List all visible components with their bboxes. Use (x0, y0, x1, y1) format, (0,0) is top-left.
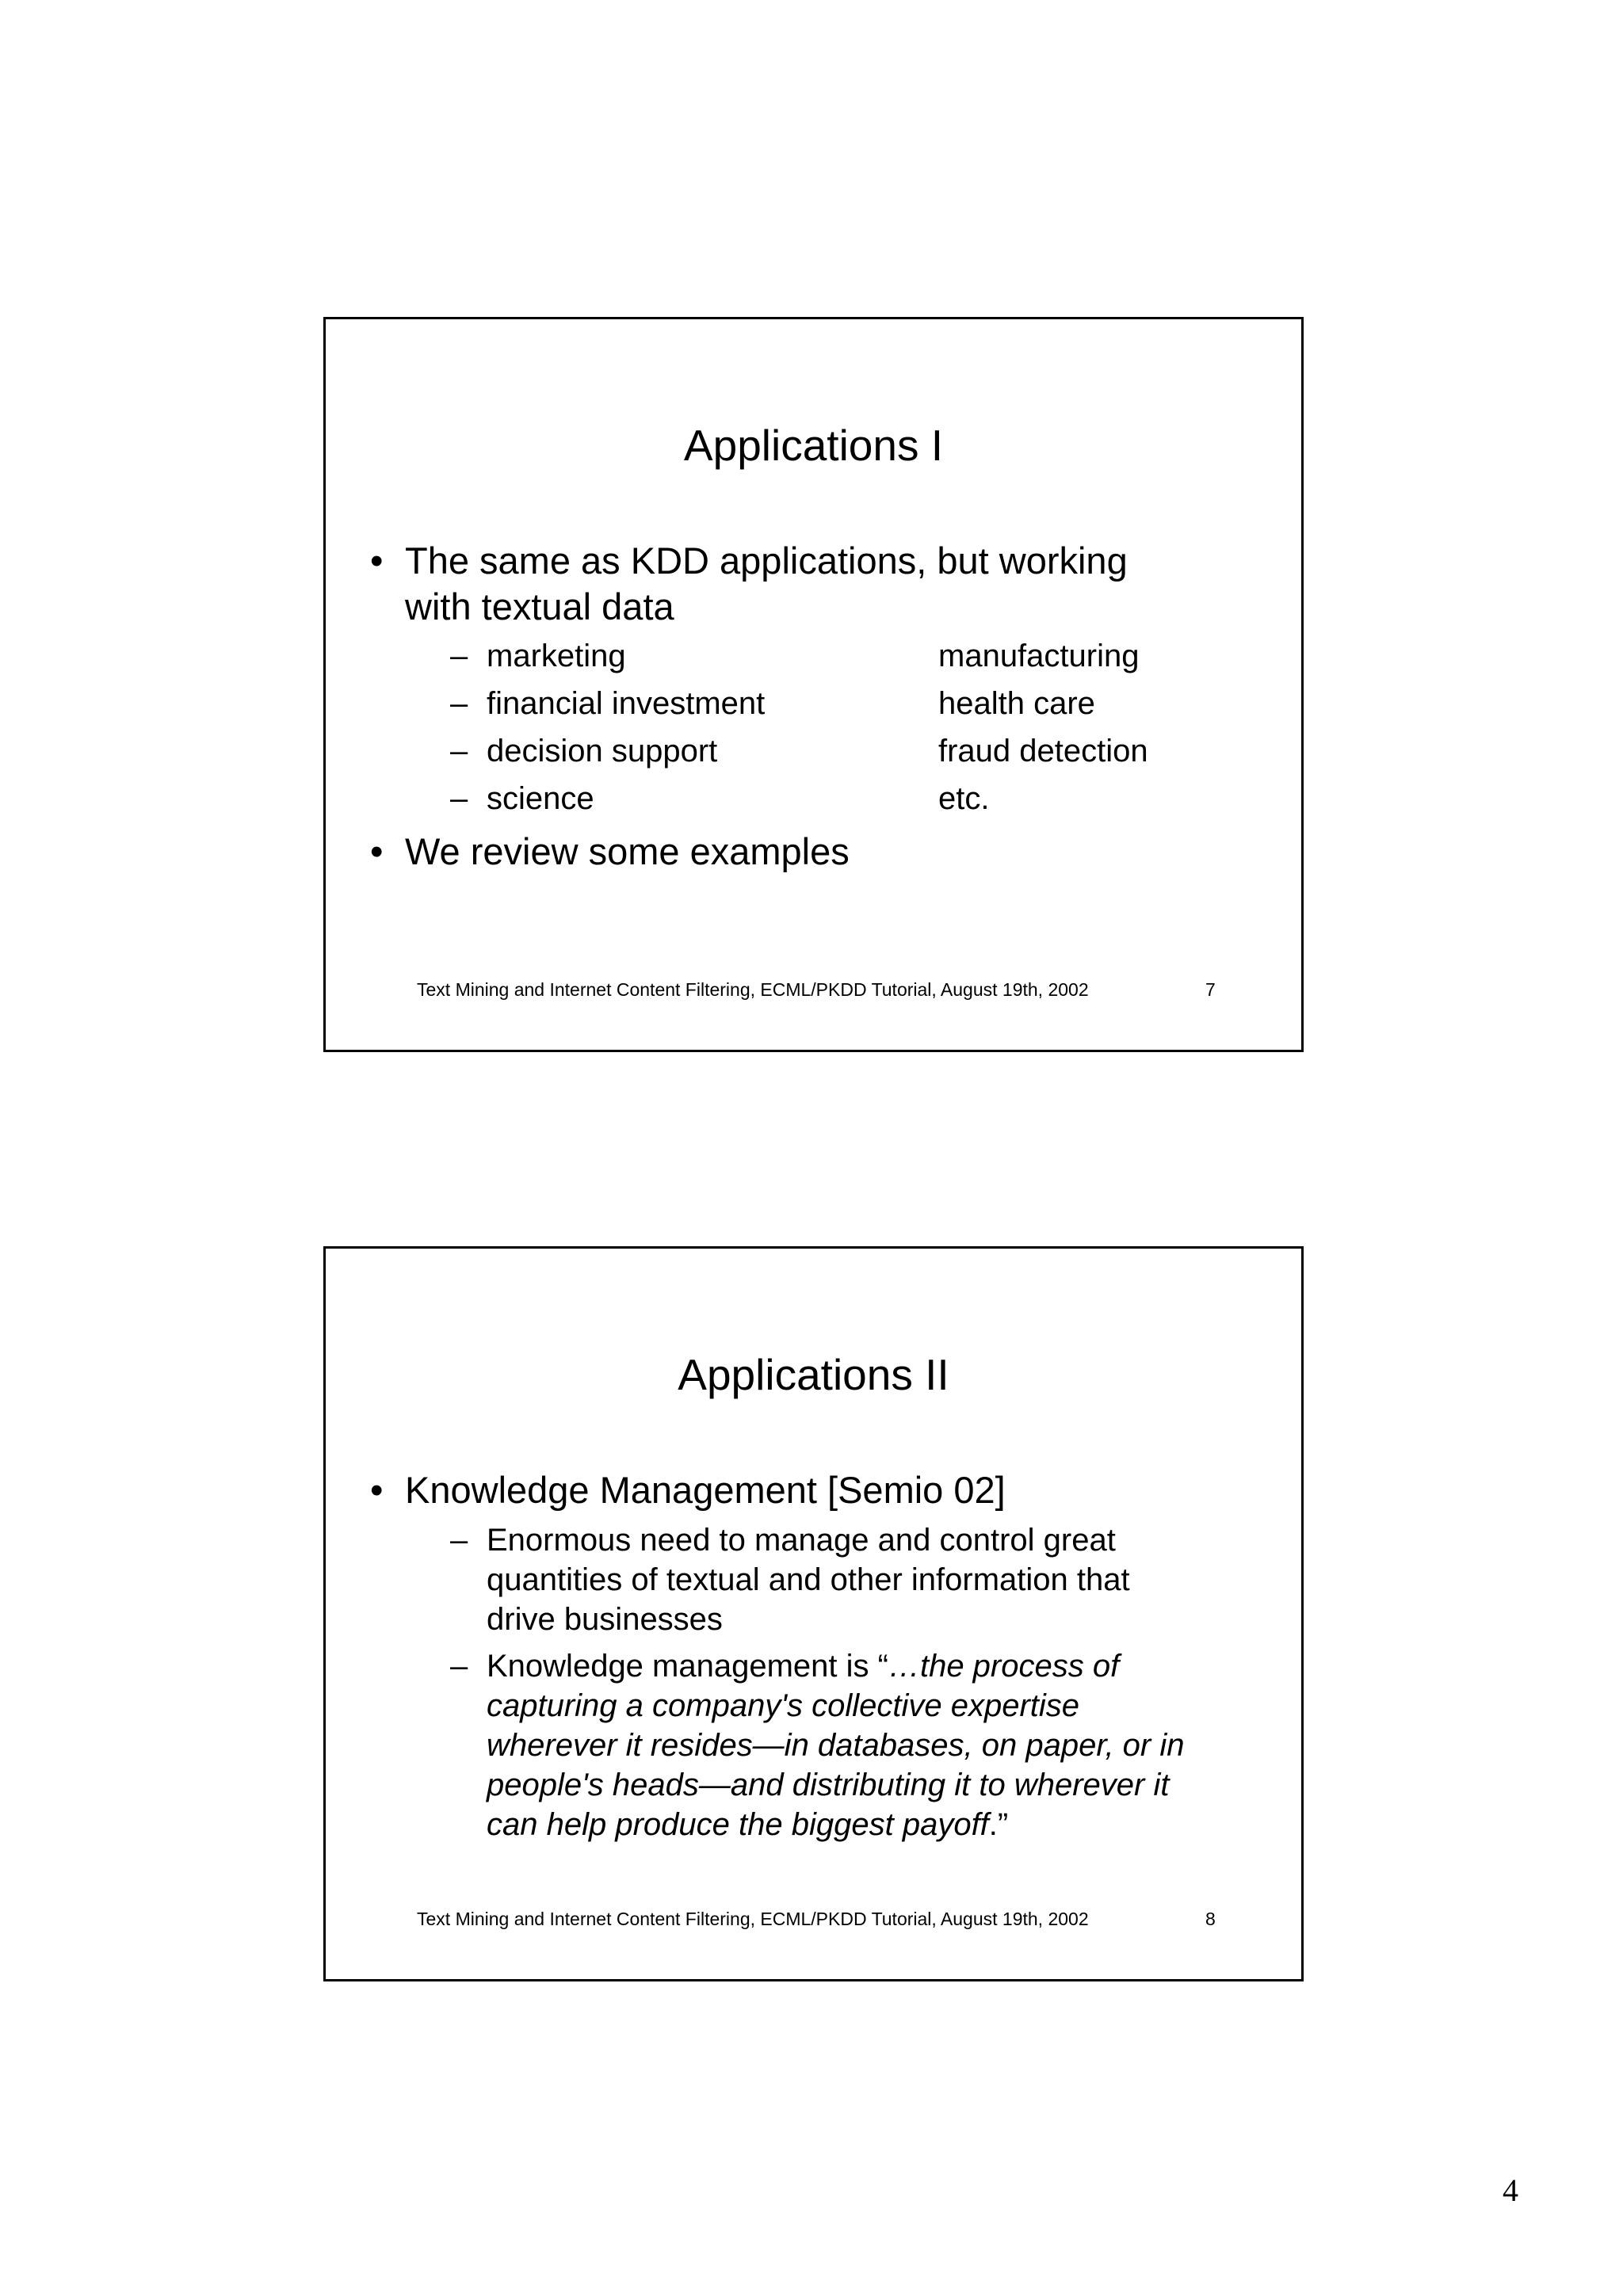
dash-icon: – (450, 734, 468, 769)
bullet-text: Knowledge Management [Semio 02] (405, 1469, 1006, 1511)
slide-applications-ii (323, 1246, 1304, 1981)
bullet-text: with textual data (405, 585, 674, 627)
sub-item-left: financial investment (487, 686, 766, 721)
quote-text: wherever it resides—in databases, on paper, or in (487, 1728, 1185, 1763)
quote-prefix: Knowledge management is “ (487, 1649, 888, 1684)
sub-item-text: quantities of textual and other information that (487, 1562, 1130, 1597)
bullet-item (370, 1467, 1006, 1513)
sub-item-left: marketing (487, 639, 626, 673)
sub-item-left: science (487, 781, 594, 816)
sub-item (450, 1646, 1120, 1686)
dash-icon: – (450, 781, 468, 816)
quote-text: capturing a company's collective expertise (487, 1688, 1080, 1723)
sub-item (450, 636, 1140, 676)
bullet-continuation (405, 584, 674, 630)
sub-item (450, 731, 1148, 771)
sub-item-right: fraud detection (938, 734, 1148, 769)
quote-suffix: .” (988, 1807, 1009, 1842)
sub-item-continuation (487, 1726, 1185, 1765)
bullet-item (370, 829, 850, 875)
bullet-text: The same as KDD applications, but working (405, 540, 1128, 582)
dash-icon: – (450, 639, 468, 673)
quote-text: people's heads—and distributing it to wherever it (487, 1768, 1170, 1802)
quote-text: can help produce the biggest payoff (487, 1807, 989, 1842)
dash-icon: – (450, 1649, 468, 1684)
quote-text: …the process of (888, 1649, 1120, 1684)
bullet-icon: • (370, 1469, 384, 1511)
slide-number: 7 (1205, 979, 1216, 1000)
page-number: 4 (1503, 2172, 1518, 2208)
sub-item-continuation (487, 1560, 1130, 1600)
slide-footer: Text Mining and Internet Content Filtering, ECML/PKDD Tutorial, August 19th, 2002 (417, 1909, 1089, 1929)
slide-title: Applications II (678, 1350, 949, 1399)
sub-item (450, 1520, 1116, 1560)
sub-item-right: manufacturing (938, 639, 1140, 673)
sub-item-right: etc. (938, 781, 990, 816)
sub-item (450, 684, 1095, 723)
slide-footer: Text Mining and Internet Content Filtering, ECML/PKDD Tutorial, August 19th, 2002 (417, 979, 1089, 1000)
bullet-item (370, 538, 1128, 584)
sub-item (450, 779, 990, 818)
slide-title: Applications I (683, 421, 944, 470)
sub-item-continuation (487, 1600, 723, 1639)
sub-item-text: Enormous need to manage and control great (487, 1523, 1116, 1558)
sub-item-continuation (487, 1805, 1008, 1844)
sub-item-left: decision support (487, 734, 718, 769)
sub-item-right: health care (938, 686, 1095, 721)
sub-item-text: drive businesses (487, 1602, 723, 1637)
slide-applications-i (323, 317, 1304, 1052)
slide-number: 8 (1205, 1909, 1216, 1929)
bullet-text: We review some examples (405, 830, 850, 872)
dash-icon: – (450, 1523, 468, 1558)
sub-item-continuation (487, 1765, 1169, 1805)
bullet-icon: • (370, 540, 384, 582)
dash-icon: – (450, 686, 468, 721)
sub-item-continuation (487, 1686, 1079, 1726)
bullet-icon: • (370, 830, 384, 872)
